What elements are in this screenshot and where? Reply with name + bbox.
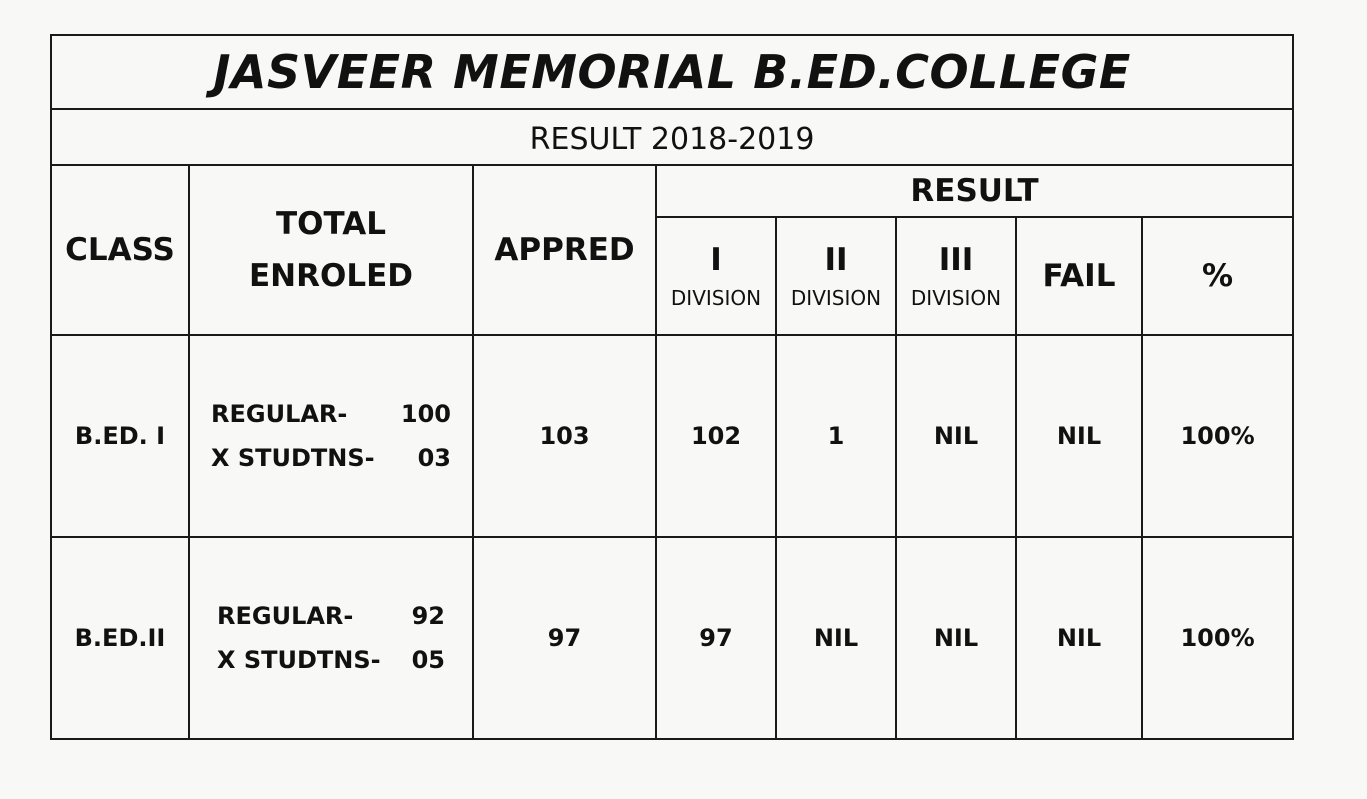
table-row — [51, 335, 1293, 537]
regular-count: 100 — [400, 400, 451, 428]
row-total-enroled — [189, 537, 473, 739]
x-students-count: 03 — [417, 444, 451, 472]
row-division-3: NIL — [896, 335, 1016, 537]
header-division-2 — [776, 217, 896, 335]
row-class: B.ED.II — [51, 537, 189, 739]
header-appred: APPRED — [473, 165, 656, 335]
header-total-enroled-line1: TOTAL — [276, 206, 386, 242]
row-division-1: 97 — [656, 537, 776, 739]
division-3-label: DIVISION — [910, 286, 1002, 310]
division-1-label: DIVISION — [670, 286, 762, 310]
row-division-2: 1 — [776, 335, 896, 537]
regular-label: REGULAR- — [217, 602, 354, 630]
header-percent: % — [1142, 217, 1293, 335]
header-total-enroled — [189, 165, 473, 335]
header-division-3 — [896, 217, 1016, 335]
header-class: CLASS — [51, 165, 189, 335]
table-row — [51, 537, 1293, 739]
row-appred: 103 — [473, 335, 656, 537]
college-title: JASVEER MEMORIAL B.ED.COLLEGE — [51, 35, 1293, 109]
result-table — [50, 34, 1294, 740]
row-percent: 100% — [1142, 335, 1293, 537]
row-division-1: 102 — [656, 335, 776, 537]
result-year-subtitle: RESULT 2018-2019 — [51, 109, 1293, 165]
x-students-label: X STUDTNS- — [217, 646, 381, 674]
header-fail: FAIL — [1016, 217, 1142, 335]
header-result: RESULT — [656, 165, 1293, 217]
x-students-count: 05 — [411, 646, 445, 674]
division-1-roman: I — [710, 242, 722, 278]
row-fail: NIL — [1016, 537, 1142, 739]
header-total-enroled-line2: ENROLED — [248, 258, 413, 294]
division-3-roman: III — [938, 242, 974, 278]
row-appred: 97 — [473, 537, 656, 739]
division-2-label: DIVISION — [790, 286, 882, 310]
row-percent: 100% — [1142, 537, 1293, 739]
row-division-3: NIL — [896, 537, 1016, 739]
row-class: B.ED. I — [51, 335, 189, 537]
row-total-enroled — [189, 335, 473, 537]
header-division-1 — [656, 217, 776, 335]
division-2-roman: II — [824, 242, 848, 278]
regular-label: REGULAR- — [211, 400, 348, 428]
row-fail: NIL — [1016, 335, 1142, 537]
x-students-label: X STUDTNS- — [211, 444, 375, 472]
regular-count: 92 — [411, 602, 445, 630]
row-division-2: NIL — [776, 537, 896, 739]
